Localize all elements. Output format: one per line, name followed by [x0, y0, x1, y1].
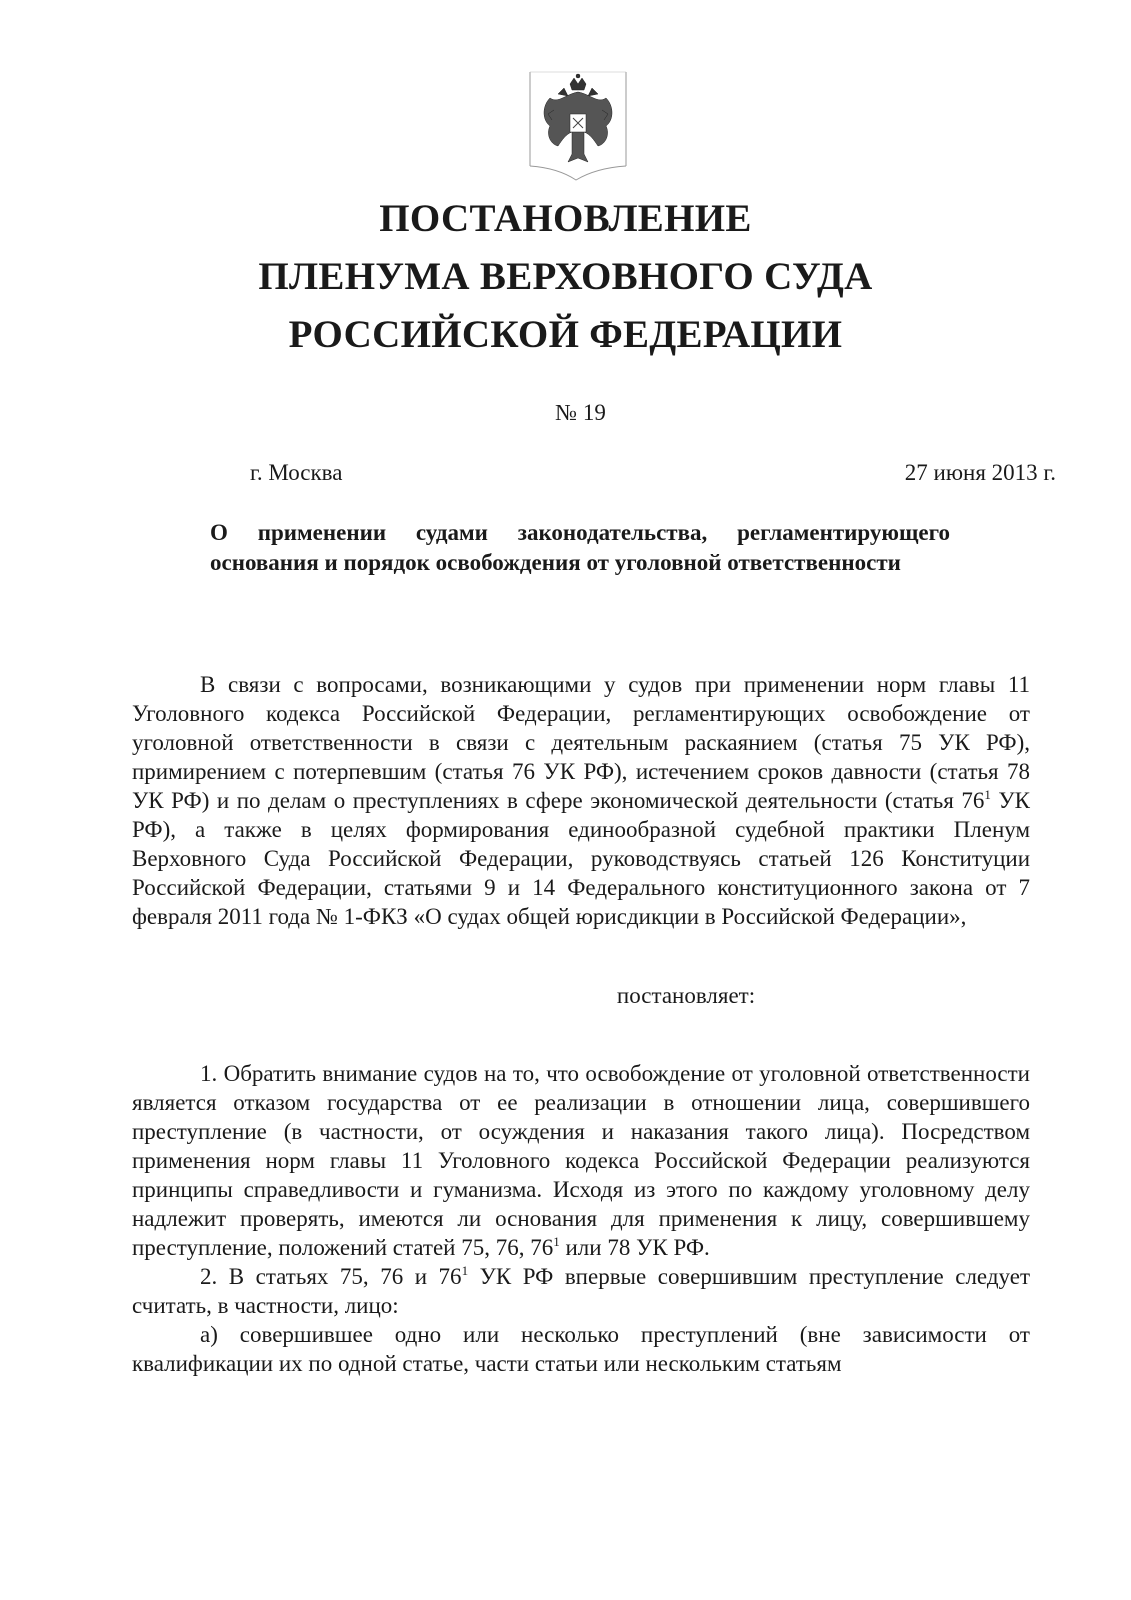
item-1-paragraph — [132, 1059, 1030, 1262]
document-city: г. Москва — [250, 460, 343, 485]
preamble-text-1: В связи с вопросами, возникающими у судов при применении норм главы 11 Уголовного кодекса Российской Федерации, регламентирующих освобождение от уголовной ответственности в связи с деятельным раскаянием (статья 75 УК РФ), примирением с потерпевшим (статья 76 УК РФ), истечением сроков давности (статья 78 УК РФ) и по делам о преступлениях в сфере экономической деятельности (статья 76 — [132, 672, 1030, 813]
document-title — [0, 190, 1131, 364]
item-2-paragraph — [132, 1262, 1030, 1320]
item-a-paragraph: а) совершившее одно или несколько преступлений (вне зависимости от квалификации их по одной статье, части статьи или нескольким статьям — [132, 1322, 1030, 1376]
item-2-text-1: 2. В статьях 75, 76 и 76 — [200, 1264, 462, 1289]
title-line-2: ПЛЕНУМА ВЕРХОВНОГО СУДА — [258, 255, 873, 298]
document-subject: О применении судами законодательства, регламентирующего основания и порядок освобождения от уголовной ответственности — [210, 520, 950, 575]
superscript: 1 — [553, 1234, 560, 1249]
document-body — [132, 670, 1030, 1378]
item-2-text-2: УК РФ впервые совершившим преступление следует считать, в частности, лицо: — [132, 1264, 1030, 1318]
title-line-1: ПОСТАНОВЛЕНИЕ — [379, 197, 752, 240]
superscript: 1 — [461, 1263, 469, 1278]
document-number: № 19 — [555, 400, 606, 425]
superscript: 1 — [984, 787, 991, 802]
title-line-3: РОССИЙСКОЙ ФЕДЕРАЦИИ — [288, 313, 843, 356]
preamble-text-2: УК РФ), а также в целях формирования единообразной судебной практики Пленум Верховного Суда Российской Федерации, руководствуясь статьей 126 Конституции Российской Федерации, статьями 9 и 14 Федерального конституционного закона от 7 февраля 2011 года № 1-ФКЗ «О судах общей юрисдикции в Российской Федерации», — [132, 788, 1030, 929]
preamble-paragraph — [132, 670, 1030, 931]
item-1-text-2: или 78 УК РФ. — [559, 1235, 710, 1260]
item-1-text-1: 1. Обратить внимание судов на то, что освобождение от уголовной ответственности является отказом государства от ее реализации в отношении лица, совершившего преступление (в частности, от осуждения и наказания такого лица). Посредством применения норм главы 11 Уголовного кодекса Российской Федерации реализуются принципы справедливости и гуманизма. Исходя из этого по каждому уголовному делу надлежит проверять, имеются ли основания для применения к лицу, совершившему преступление, положений статей 75, 76, 76 — [132, 1061, 1030, 1260]
coat-of-arms-emblem — [528, 70, 628, 182]
document-date: 27 июня 2013 г. — [904, 460, 1056, 485]
resolves-heading: постановляет: — [616, 983, 756, 1008]
